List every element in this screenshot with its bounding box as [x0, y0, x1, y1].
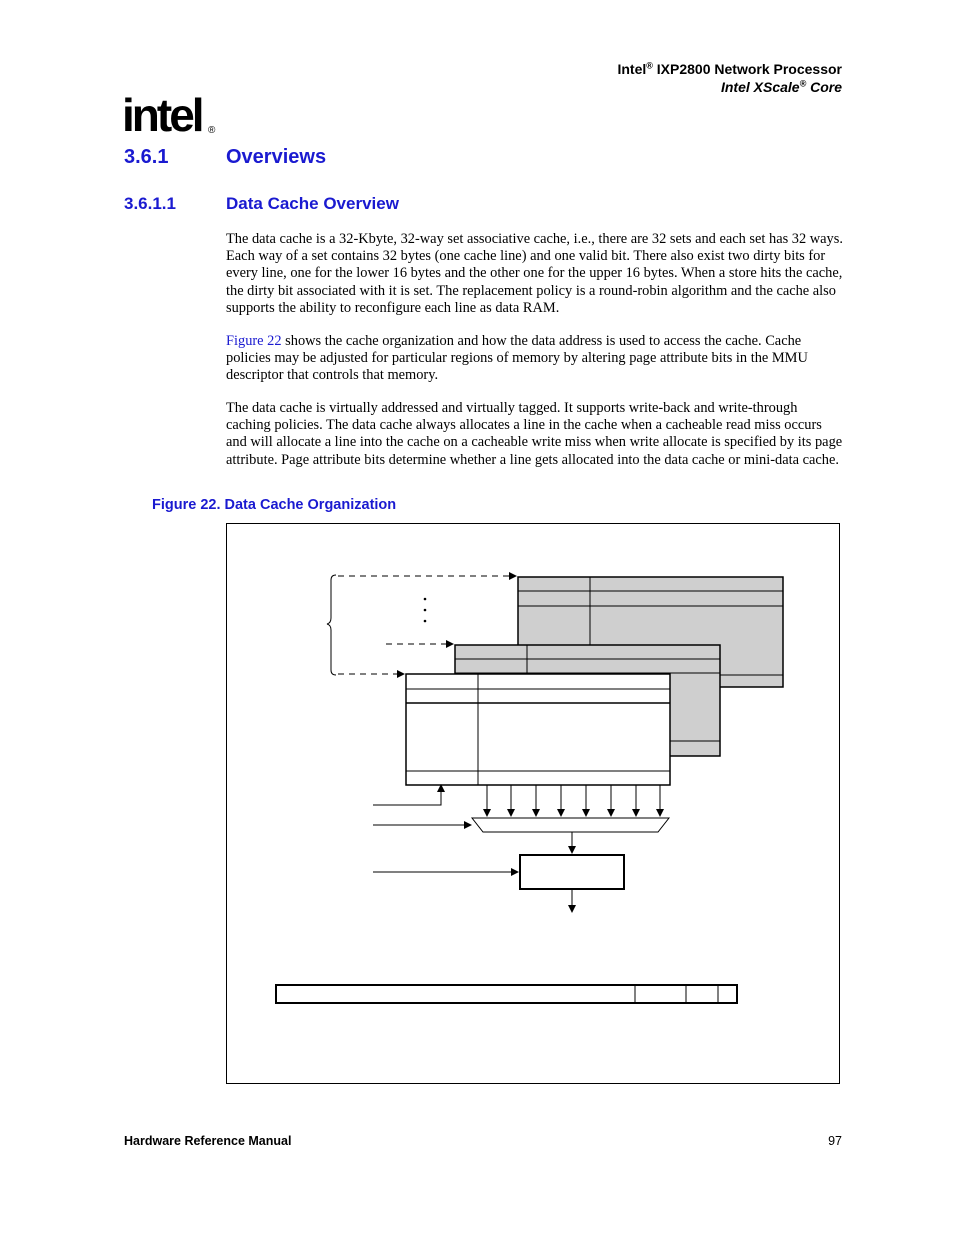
page-number: 97 [828, 1134, 842, 1148]
svg-text:®: ® [208, 125, 216, 136]
word-mux [472, 818, 669, 832]
section-number: 3.6.1 [124, 146, 169, 168]
figure-link[interactable]: Figure 22 [226, 333, 282, 349]
running-header-core: Intel XScale® Core [720, 78, 842, 95]
section-title: Overviews [226, 146, 327, 168]
subsection-title: Data Cache Overview [226, 194, 399, 213]
data-address-bar [276, 985, 737, 1003]
running-header [617, 60, 842, 96]
subsection-number: 3.6.1.1 [124, 194, 176, 213]
cache-diagram [226, 523, 840, 1084]
word-select-arrows [487, 785, 660, 816]
paragraph-3: The data cache is virtually addressed and virtually tagged. It supports write-back and write-through caching policies. The data cache always allocates a line in the cache when a cacheable read miss occurs and will allocate a line into the cache on a cacheable write miss when write allocate is specified by its page attribute. Page attribute bits determine whether a line gets allocated into the data cache or mini-data cache. [226, 400, 843, 468]
byte-align-box [520, 855, 624, 889]
figure-caption: Figure 22. Data Cache Organization [152, 497, 397, 513]
svg-text:intel: intel [122, 89, 202, 141]
paragraph-2: Figure 22 shows the cache organization and how the data address is used to access the cache. Cache policies may be adjusted for particular regions of memory by altering page attribute bits in the MMU descriptor that controls that memory. [226, 333, 808, 384]
cache-way-front [406, 674, 670, 785]
footer-manual-title: Hardware Reference Manual [124, 1134, 292, 1148]
paragraph-1: The data cache is a 32-Kbyte, 32-way set associative cache, i.e., there are 32 sets and each set has 32 ways. Each way of a set contains 32 bytes (one cache line) and one valid bit. There also exist two dirty bits for every line, one for the lower 16 bytes and the other one for the upper 16 bytes. When a store hits the cache, the dirty bit associated with it is set. The replacement policy is a round-robin algorithm and the cache also supports the ability to reconfigure each line as data RAM. [226, 231, 843, 316]
intel-logo [122, 84, 222, 144]
running-header-product: Intel® IXP2800 Network Processor [617, 60, 842, 77]
